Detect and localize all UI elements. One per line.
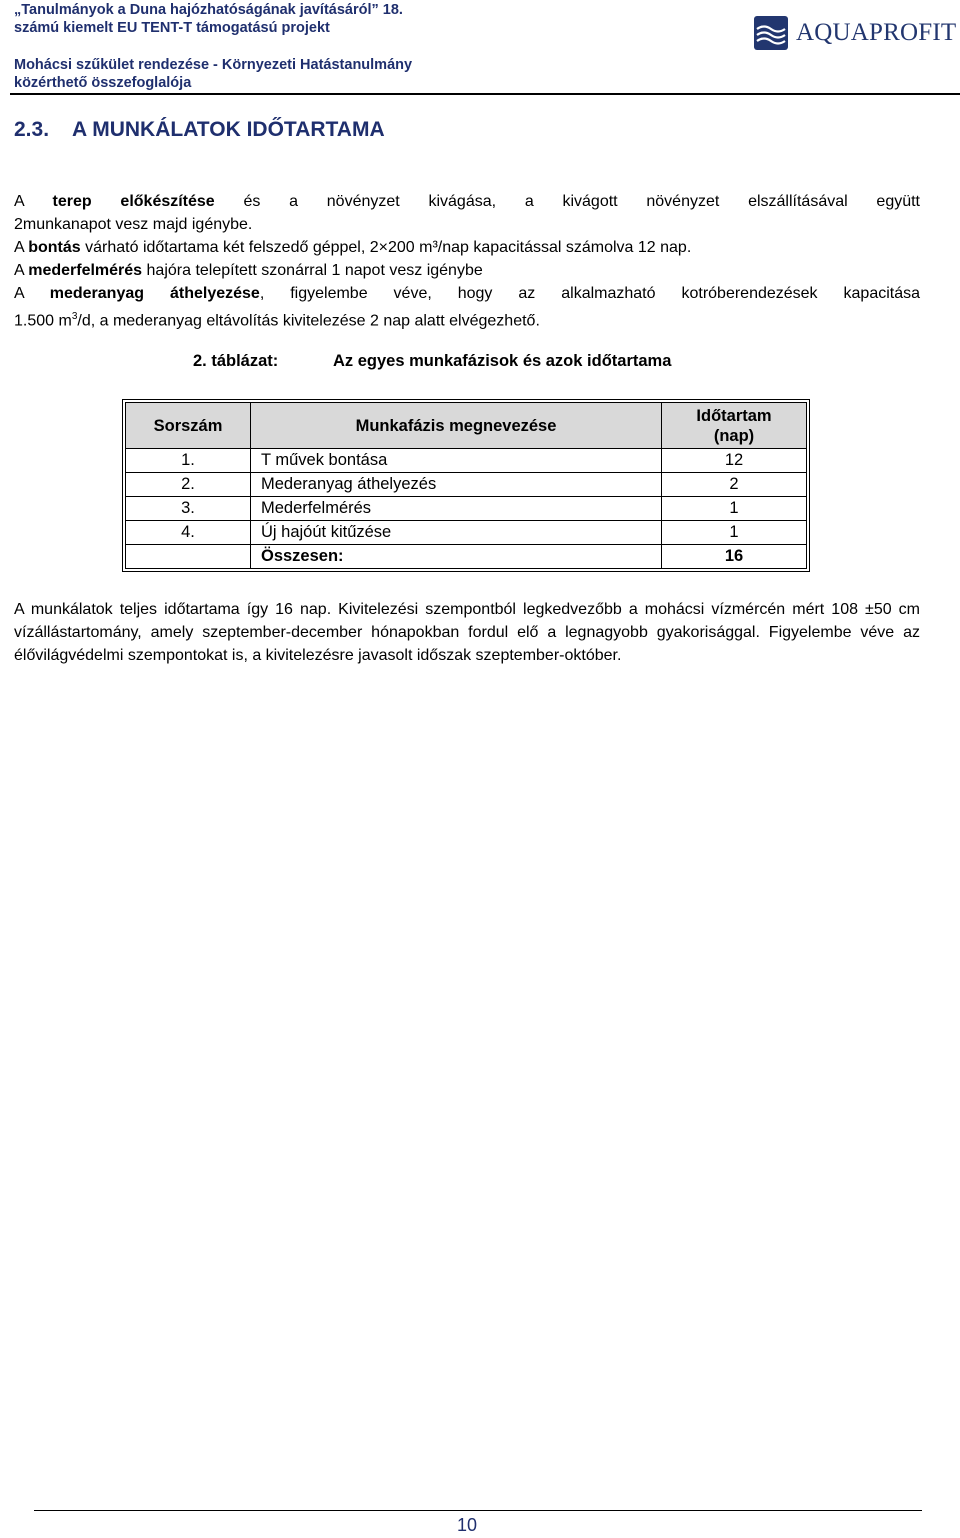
- section-number: 2.3.: [14, 118, 50, 141]
- header-cell-phase-name: Munkafázis megnevezése: [251, 403, 662, 449]
- cell-phase-name: Új hajóút kitűzése: [251, 521, 662, 545]
- aquaprofit-logo: [754, 16, 956, 50]
- cell-phase-name: Mederanyag áthelyezés: [251, 473, 662, 497]
- text-run: és a növényzet kivágása, a kivágott növényzet elszállításával együtt: [214, 193, 921, 210]
- intro-line: [14, 259, 920, 282]
- page-number: 10: [456, 1515, 478, 1535]
- cell-duration: 12: [662, 449, 807, 473]
- cell-phase-name: Mederfelmérés: [251, 497, 662, 521]
- page-header: [0, 0, 960, 94]
- text-run: várható időtartama két felszedő géppel, 2×200 m³/nap kapacitással számolva 12 nap.: [80, 239, 692, 256]
- section-heading: [14, 118, 385, 142]
- table-caption: [193, 352, 671, 371]
- cell-duration: 1: [662, 521, 807, 545]
- intro-line: 2munkanapot vesz majd igénybe.: [14, 216, 253, 233]
- cell-number: 2.: [126, 473, 251, 497]
- text-run: hajóra telepített szonárral 1 napot vesz igénybe: [142, 262, 483, 279]
- table-row: [126, 473, 807, 497]
- text-run: A: [14, 262, 29, 279]
- table-row: [126, 497, 807, 521]
- term-riverbed-survey: mederfelmérés: [28, 262, 143, 279]
- total-label: Összesen:: [251, 545, 662, 569]
- cell-number: 1.: [126, 449, 251, 473]
- cell-empty: [126, 545, 251, 569]
- intro-paragraph-relocation: [14, 282, 920, 332]
- intro-paragraph-demolition: [14, 236, 920, 259]
- text-run: A: [14, 239, 29, 256]
- header-divider: [10, 93, 960, 95]
- table-row: [126, 449, 807, 473]
- cell-number: 3.: [126, 497, 251, 521]
- document-title-line2: közérthető összefoglalója: [14, 75, 192, 91]
- term-site-preparation: terep előkészítése: [52, 193, 215, 210]
- intro-paragraph-survey: [14, 259, 920, 282]
- intro-line: [14, 236, 920, 259]
- header-cell-number: Sorszám: [126, 403, 251, 449]
- intro-line: [14, 305, 920, 332]
- text-run: , figyelembe véve, hogy az alkalmazható kotróberendezések kapacitása: [259, 285, 921, 302]
- text-run: /d, a mederanyag eltávolítás kivitelezése 2 nap alatt elvégezhető.: [77, 312, 540, 330]
- project-title-line1: „Tanulmányok a Duna hajózhatóságának javításáról” 18.: [14, 2, 403, 18]
- footer-divider: [34, 1510, 922, 1511]
- header-duration-text: Időtartam (nap): [696, 406, 772, 445]
- document-title-line1: Mohácsi szűkület rendezése - Környezeti Hatástanulmány: [14, 57, 413, 73]
- total-value: 16: [662, 545, 807, 569]
- intro-line: [14, 282, 920, 305]
- work-phases-table-frame: [122, 399, 810, 572]
- conclusion-paragraph: A munkálatok teljes időtartama így 16 nap. Kivitelezési szempontból legkedvezőbb a mohácsi vízmércén mért 108 ±50 cm vízállástartomány, amely szeptember-december hónapokban fordul elő a legnagyobb gyakorisággal. Figyelembe véve az élővilágvédelmi szempontokat is, a kivitelezésre javasolt időszak szeptember-október.: [14, 601, 920, 664]
- header-cell-duration: [662, 403, 807, 449]
- cell-phase-name: T művek bontása: [251, 449, 662, 473]
- logo-wordmark: AQUAPROFIT: [796, 19, 957, 46]
- term-demolition: bontás: [28, 239, 81, 256]
- table-caption-title: Az egyes munkafázisok és azok időtartama: [333, 352, 672, 370]
- work-phases-table: [125, 402, 807, 569]
- project-title-line2: számú kiemelt EU TENT-T támogatású projekt: [14, 20, 330, 36]
- text-run: 1.500 m: [14, 312, 72, 330]
- header-project-info: [14, 1, 534, 92]
- cell-duration: 2: [662, 473, 807, 497]
- table-caption-label: 2. táblázat:: [193, 352, 279, 370]
- text-run: A: [14, 285, 50, 302]
- term-material-relocation: mederanyag áthelyezése: [49, 285, 260, 302]
- cell-duration: 1: [662, 497, 807, 521]
- superscript: 3: [71, 311, 78, 322]
- table-total-row: [126, 545, 807, 569]
- intro-paragraph-site-preparation: [14, 190, 920, 236]
- aquaprofit-logo-icon: [754, 16, 788, 50]
- table-header-row: [126, 403, 807, 449]
- text-run: A: [14, 193, 53, 210]
- section-title: A MUNKÁLATOK IDŐTARTAMA: [72, 118, 385, 141]
- intro-line: [14, 190, 920, 213]
- cell-number: 4.: [126, 521, 251, 545]
- table-row: [126, 521, 807, 545]
